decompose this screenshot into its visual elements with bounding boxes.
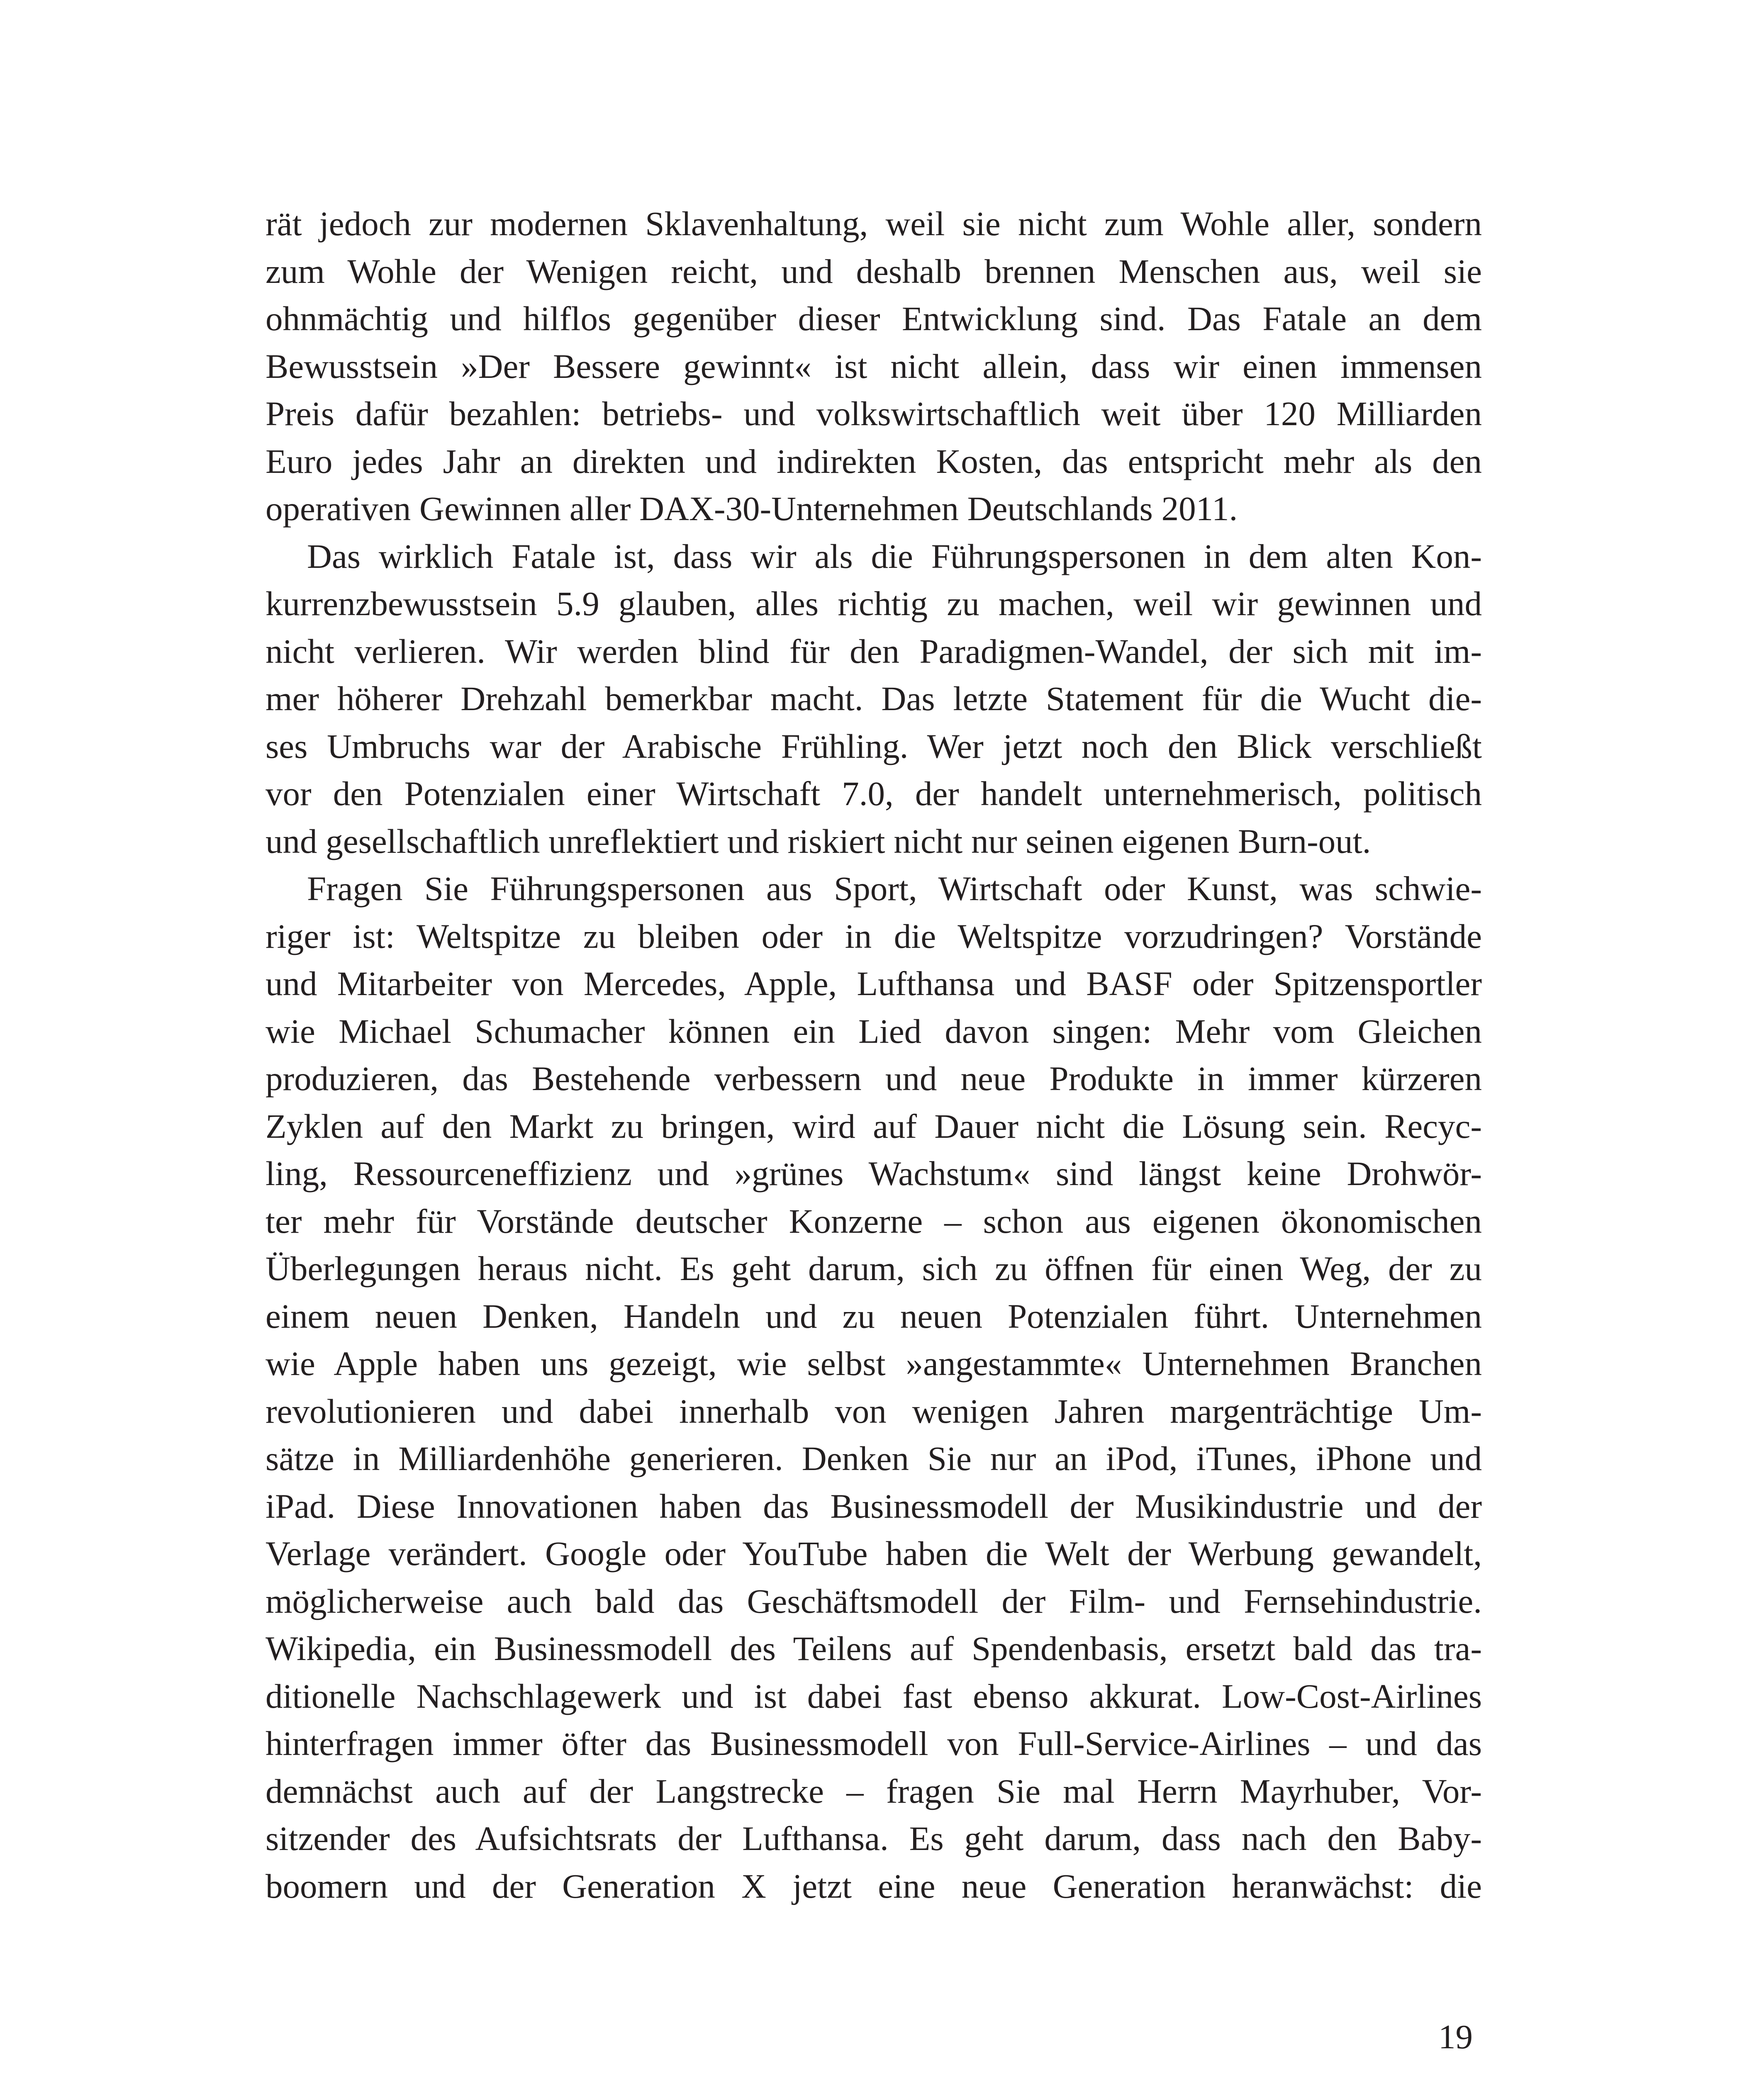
text-line: produzieren, das Bestehende verbessern und neue Produkte in immer kürzeren (266, 1059, 1482, 1098)
text-line: boomern und der Generation X jetzt eine neue Generation heranwächst: die (266, 1867, 1482, 1905)
text-line: Verlage verändert. Google oder YouTube haben die Welt der Werbung gewandelt, (266, 1534, 1482, 1573)
text-line: vor den Potenzialen einer Wirtschaft 7.0, der handelt unternehmerisch, politisch (266, 774, 1482, 813)
text-line: hinterfragen immer öfter das Businessmodell von Full-Service-Airlines – und das (266, 1724, 1482, 1762)
text-line: sätze in Milliardenhöhe generieren. Denken Sie nur an iPod, iTunes, iPhone und (266, 1439, 1482, 1478)
text-line: wie Michael Schumacher können ein Lied davon singen: Mehr vom Gleichen (266, 1012, 1482, 1050)
text-line: Das wirklich Fatale ist, dass wir als die Führungspersonen in dem alten Kon- (307, 537, 1482, 575)
text-line: ohnmächtig und hilflos gegenüber dieser Entwicklung sind. Das Fatale an dem (266, 299, 1482, 338)
text-line: möglicherweise auch bald das Geschäftsmodell der Film- und Fernsehindustrie. (266, 1582, 1482, 1620)
text-line: ling, Ressourceneffizienz und »grünes Wachstum« sind längst keine Drohwör- (266, 1154, 1482, 1193)
text-line: Preis dafür bezahlen: betriebs- und volkswirtschaftlich weit über 120 Milliarden (266, 394, 1482, 433)
text-line: und Mitarbeiter von Mercedes, Apple, Lufthansa und BASF oder Spitzensportler (266, 964, 1482, 1003)
text-line: iPad. Diese Innovationen haben das Businessmodell der Musikindustrie und der (266, 1487, 1482, 1525)
text-line: rät jedoch zur modernen Sklavenhaltung, weil sie nicht zum Wohle aller, sondern (266, 204, 1482, 243)
text-line: ditionelle Nachschlagewerk und ist dabei fast ebenso akkurat. Low-Cost-Airlines (266, 1677, 1482, 1715)
text-line: riger ist: Weltspitze zu bleiben oder in die Weltspitze vorzudringen? Vorstände (266, 917, 1482, 955)
text-line: Wikipedia, ein Businessmodell des Teilens auf Spendenbasis, ersetzt bald das tra- (266, 1629, 1482, 1667)
body-text (266, 200, 1482, 1910)
text-line: operativen Gewinnen aller DAX-30-Unternehmen Deutschlands 2011. (266, 489, 1238, 528)
page-number: 19 (1438, 2018, 1473, 2056)
text-line: mer höherer Drehzahl bemerkbar macht. Das letzte Statement für die Wucht die- (266, 679, 1482, 718)
text-line: Überlegungen heraus nicht. Es geht darum, sich zu öffnen für einen Weg, der zu (266, 1249, 1482, 1288)
text-line: kurrenzbewusstsein 5.9 glauben, alles richtig zu machen, weil wir gewinnen und (266, 584, 1482, 623)
text-line: und gesellschaftlich unreflektiert und riskiert nicht nur seinen eigenen Burn-out. (266, 822, 1371, 860)
text-line: demnächst auch auf der Langstrecke – fragen Sie mal Herrn Mayrhuber, Vor- (266, 1772, 1482, 1810)
text-line: ter mehr für Vorstände deutscher Konzerne – schon aus eigenen ökonomischen (266, 1202, 1482, 1240)
text-line: wie Apple haben uns gezeigt, wie selbst »angestammte« Unternehmen Branchen (266, 1344, 1482, 1383)
text-line: zum Wohle der Wenigen reicht, und deshalb brennen Menschen aus, weil sie (266, 252, 1482, 290)
text-line: Zyklen auf den Markt zu bringen, wird auf Dauer nicht die Lösung sein. Recyc- (266, 1107, 1482, 1145)
text-line: Euro jedes Jahr an direkten und indirekten Kosten, das entspricht mehr als den (266, 442, 1482, 480)
text-line: Fragen Sie Führungspersonen aus Sport, Wirtschaft oder Kunst, was schwie- (307, 869, 1482, 908)
text-line: sitzender des Aufsichtsrats der Lufthansa. Es geht darum, dass nach den Baby- (266, 1819, 1482, 1857)
text-line: revolutionieren und dabei innerhalb von wenigen Jahren margenträchtige Um- (266, 1392, 1482, 1430)
text-line: nicht verlieren. Wir werden blind für den Paradigmen-Wandel, der sich mit im- (266, 632, 1482, 670)
text-line: einem neuen Denken, Handeln und zu neuen Potenzialen führt. Unternehmen (266, 1297, 1482, 1335)
text-line: ses Umbruchs war der Arabische Frühling. Wer jetzt noch den Blick verschließt (266, 727, 1482, 765)
text-line: Bewusstsein »Der Bessere gewinnt« ist nicht allein, dass wir einen immensen (266, 347, 1482, 385)
